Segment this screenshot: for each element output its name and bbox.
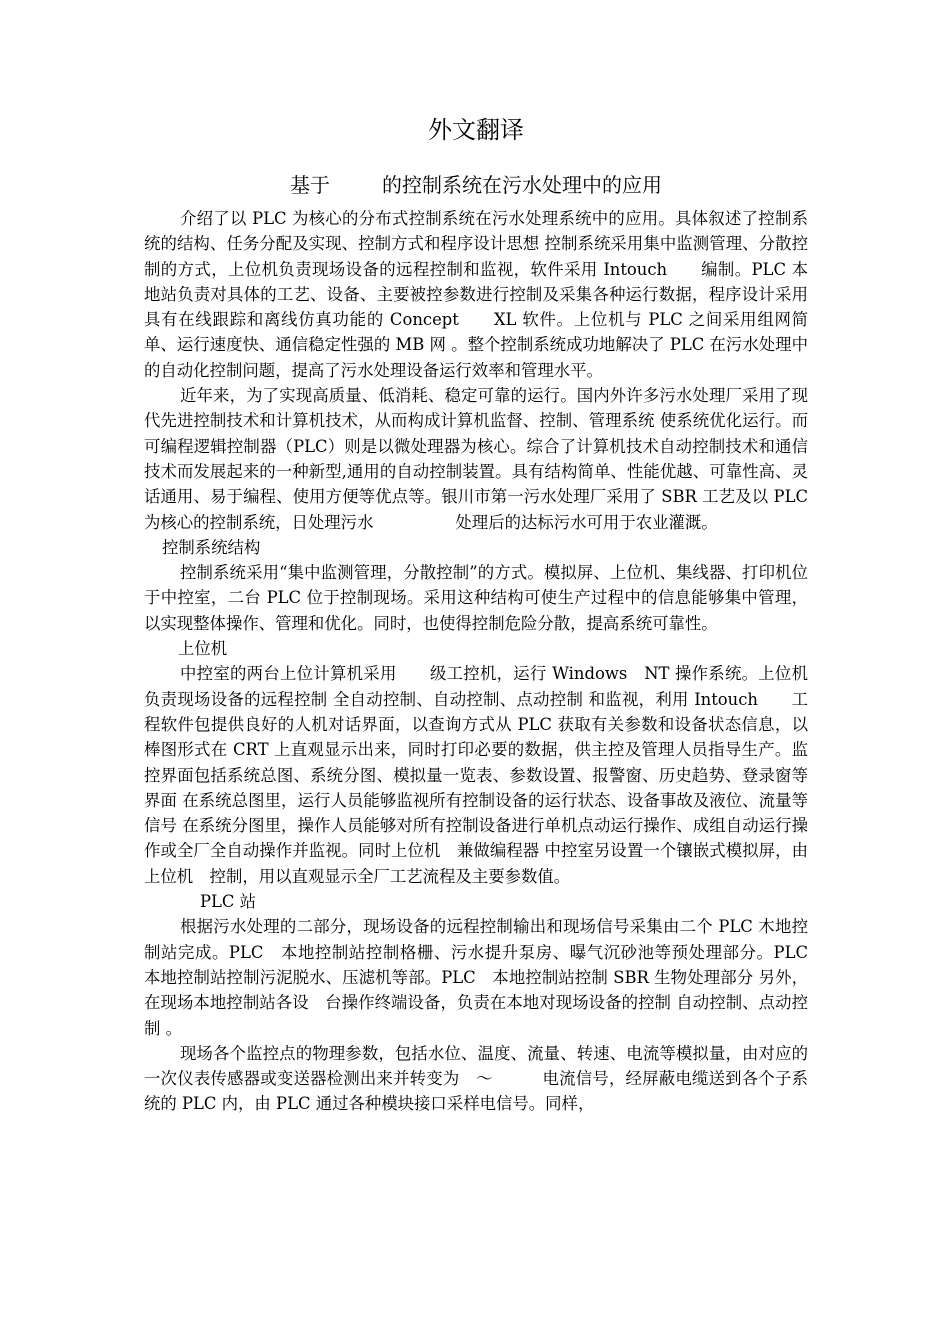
- paragraph-host-computer: 中控室的两台上位计算机采用 级工控机，运行 Windows NT 操作系统。上位机负责现场设备的远程控制 全自动控制、自动控制、点动控制 和监视，利用 Intouch 工程软件包提供良好的人机对话界面，以查询方式从 PLC 获取有关参数和设备状态信息，以棒图形式在 CRT 上直观显示出来，同时打印必要的数据，供主控及管理人员指导生产。监控界面包括系统总图、系统分图、模拟量一览表、参数设置、报警窗、历史趋势、登录窗等界面 在系统总图里，运行人员能够监视所有控制设备的运行状态、设备事故及液位、流量等信号 在系统分图里，操作人员能够对所有控制设备进行单机点动运行操作、成组自动运行操作或全厂全自动操作并监视。同时上位机 兼做编程器 中控室另设置一个镶嵌式模拟屏，由上位机 控制，用以直观显示全厂工艺流程及主要参数值。: [144, 664, 808, 886]
- section-heading-host-computer: 上位机: [178, 639, 228, 659]
- paragraph-field-signals: 现场各个监控点的物理参数，包括水位、温度、流量、转速、电流等模拟量，由对应的一次仪表传感器或变送器检测出来并转变为 ～ 电流信号，经屏蔽电缆送到各个子系统的 PLC 内，由 PLC 通过各种模块接口采样电信号。同样，: [144, 1043, 808, 1114]
- document-subtitle: [144, 171, 808, 199]
- document-title: 外文翻译: [428, 116, 524, 144]
- paragraph-abstract: 介绍了以 PLC 为核心的分布式控制系统在污水处理系统中的应用。具体叙述了控制系统的结构、任务分配及实现、控制方式和程序设计思想 控制系统采用集中监测管理、分散控制的方式，上位机负责现场设备的远程控制和监视，软件采用 Intouch 编制。PLC 本地站负责对具体的工艺、设备、主要被控参数进行控制及采集各种运行数据，程序设计采用具有在线跟踪和离线仿真功能的 Concept XL 软件。上位机与 PLC 之间采用组网简单、运行速度快、通信稳定性强的 MB 网 。整个控制系统成功地解决了 PLC 在污水处理中的自动化控制问题，提高了污水处理设备运行效率和管理水平。: [144, 209, 808, 380]
- subtitle-part-1: 基于: [290, 173, 330, 197]
- subtitle-part-2: 的控制系统在污水处理中的应用: [382, 173, 662, 197]
- paragraph-introduction: 近年来，为了实现高质量、低消耗、稳定可靠的运行。国内外许多污水处理厂采用了现代先进控制技术和计算机技术，从而构成计算机监督、控制、管理系统 使系统优化运行。而可编程逻辑控制器（PLC）则是以微处理器为核心。综合了计算机技术自动控制技术和通信技术而发展起来的一种新型,通用的自动控制装置。具有结构简单、性能优越、可靠性高、灵话通用、易于编程、使用方便等优点等。银川市第一污水处理厂采用了 SBR 工艺及以 PLC 为核心的控制系统，日处理污水 处理后的达标污水可用于农业灌溉。: [144, 386, 808, 532]
- document-body: [144, 206, 825, 1117]
- paragraph-plc-station: 根据污水处理的二部分，现场设备的远程控制输出和现场信号采集由二个 PLC 木地控制站完成。PLC 本地控制站控制格栅、污水提升泵房、曝气沉砂池等预处理部分。PLC 本地控制站控制污泥脱水、压滤机等部。PLC 本地控制站控制 SBR 生物处理部分 另外，在现场本地控制站各设 台操作终端设备，负责在本地对现场设备的控制 自动控制、点动控制 。: [144, 917, 825, 1038]
- section-heading-plc-station: PLC 站: [200, 892, 257, 912]
- paragraph-control-structure: 控制系统采用“集中监测管理，分散控制”的方式。模拟屏、上位机、集线器、打印机位于中控室，二台 PLC 位于控制现场。采用这种结构可使生产过程中的信息能够集中管理，以实现整体操作、管理和优化。同时，也使得控制危险分散，提高系统可靠性。: [144, 563, 808, 633]
- section-heading-control-structure: 控制系统结构: [162, 537, 261, 557]
